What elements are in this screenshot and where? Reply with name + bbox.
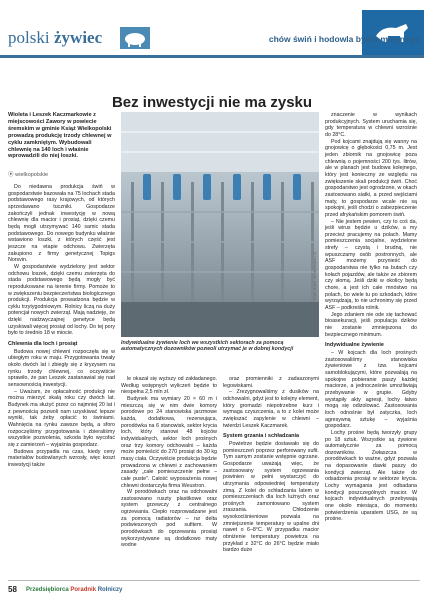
- paragraph: W gospodarstwie wydzielony jest sektor odchowu loszek, dzięki czemu zwierzęta do stada podstawowego będą mogły być reprodukowane na terenie firmy. Pomoże to w zwiększeniu bezpieczeństwa biologicznego produkcji. Produkcja prowadzona będzie w cyklu trzytygodniowym. Rolnicy liczą na duży potencjał nowych zwierząt. Mają nadzieję, że dzięki nadzwyczajnej genetyce będą uzyskiwali więcej prosiąt od lochy. Do tej pory było to średnio 18 w miocie.: [8, 263, 115, 337]
- location-pin-icon: ⦿: [8, 172, 16, 178]
- column-1: [8, 184, 115, 469]
- paragraph: – Zrezygnowaliśmy z dusików na odchowalni, gdyż jest to kolejny element, który gromadzi niepotrzebne kurz i wymaga czyszczenia, a to z kolei może zwiększać zapylenie w chlewni – twierdzi Leszek Kaczmarek.: [223, 389, 319, 429]
- section-heading: System grzania i schładzania: [223, 433, 300, 440]
- footer-magazines: [26, 587, 122, 593]
- paragraph: oraz promienniki z zadaszonymi legowiskami.: [223, 376, 319, 389]
- paragraph: Jego zdaniem nie ode się tachować bioasekuracji, jeśli populacja dzików nie zostanie zmniejszona do bezpiecznego minimum.: [325, 311, 417, 338]
- header-tagline: chów świń i hodowla bydła mięsnego: [268, 34, 420, 44]
- magazine-1: Przedsiębiorca: [26, 587, 69, 593]
- paragraph: Lochy prośne będą tworzyły grupy po 18 sztuk. Wszystkie są żywione automatycznie za pomocą dozowników. Zwłaszcza w porodówkach to ważne, gdyż pozwala na dopasowanie dawki paszy do kondycji zwierząt. Ale także do odsadzenia prosiąt w sektorze krycia. Lochy wymagania jest odbadana kondycji poszczególnych macior. W kojcach indywidualnych przebywają one około miesiąca, do momentu potwierdzenia uparatem USG, że są prośne.: [325, 429, 417, 523]
- header-rule: [0, 55, 424, 58]
- column-3: [223, 376, 319, 554]
- paragraph: – Nie jestem pewien, czy to coś da, jeśli wirus będzie u dzików, a my przecież pracujemy na polach. Mamy pomieszczenia socjalne, wydzielone strefy – czystą i brudną, nie wpuszczamy osób postronnych, ale ASF możemy przynieść do gospodarstwa nie tylko na butach czy kołach pojazdów, ale także ze zbiorem czy słomą. Jeśli dziki w okolicy będą chore, a jest ich całe mnóstwo na polach, bo wiele tu po szkodach, które wyrządzają, to nie uchronimy się przed ASF – podkreśla rolnik.: [325, 218, 417, 312]
- paragraph: Budynek ma wymiary 20 × 60 m i mieszczą się w nim dwie komory porodowe po 24 stanowiska jarzmowe każda, dodatkowa, rezerwująca, porodówka na 6 stanowisk, sektor krycia loch, który stanowi 48 kojców indywidualnych, sektor loch prośnych oraz trzy komory odchowalni – każda może pomieścić do 270 prosiąt do 30 kg masy ciała. Oczywiście produkcja będzie prowadzona w chlewni z zachowaniem zasady „całe pomieszczenie pełne – całe puste”. Całość wyposażenia nowej chlewni dostarczyła firma Weustron.: [121, 395, 217, 489]
- article-lead: Wioleta i Leszek Kaczmarkowie z miejscowości Zawory w powiecie śremskim w gminie Książ Wielkopolski prowadzą produkcję trzody chlewnej w cyklu zamkniętym. Wybudowali chlewnię na 140 loch i właśnie wprowadzili do niej loszki.: [8, 112, 112, 160]
- pig-icon: [120, 27, 150, 49]
- article-title: Bez inwestycji nie ma zysku: [111, 94, 313, 111]
- page-number: 58: [8, 585, 17, 594]
- paragraph: le okazał się wyższy od zakładanego. Według wstępnych wyliczeń będzie to niespełna 2,5 mln zł.: [121, 376, 217, 396]
- photo-credit: Foto: Anna Wróblewska (2): [312, 251, 317, 300]
- location-label: wielkopolskie: [15, 172, 49, 178]
- paragraph: – Uważam, że opłacalność produkcji nie można mierzyć skalą roku czy dwóch lat. Budynek ma służyć przez co najmniej 20 lat i z pewnością pozwoli nam uzyskiwać lepsze wyniki, tak żeby opłacić to świniami. Wahnięcia na rynku zawsze będą, a sforo rozpoczęliśmy przygotowania i zbieraliśmy wszystkie pozwolenia, szkoda było wycofać się z zamierzeń – wyjaśnia gospodarz.: [8, 388, 115, 448]
- paragraph: Budowa przypadła na czas, kiedy ceny materiałów budowlanych wzrosły, więc koszt inwestycji także: [8, 448, 115, 468]
- section-heading: Chlewnia dla loch i prosiąt: [8, 341, 78, 348]
- brand-logo: [8, 28, 208, 50]
- paragraph: znaczenie w wynikach produkcyjnych. System uruchamia się, gdy temperatura w chlewni wzrośnie do 28°C.: [325, 112, 417, 138]
- barn-interior-image: [121, 112, 319, 337]
- location-tag: [8, 170, 113, 178]
- footer-rule: [8, 580, 420, 581]
- paragraph: Pod kojcami znajdują się wanny na gnojowicę o głębokości 0,75 m. Jest jeden zbiornik na gnojowicę poza chlewnią o pojemności 200 tys. litrów, ale w planach jest budowa kolejnego, który jest konieczny ze względu na zwiększenie skali produkcji świń. Choć gospodarstwo jest ogrodzone, w okach zastosowano siatki, a przed wejściami maty, to gospodarze wcale nie są spokojni, jeśli chodzi o zabezpieczenie przed afrykańskim pomorem świń.: [325, 138, 417, 218]
- magazine-2: Poradnik: [70, 587, 97, 593]
- article-photo: [121, 112, 319, 337]
- column-4: [325, 112, 417, 523]
- paragraph: Powietrze będzie dostawało się do pomieszczeń poprzez perforowany sufit. Tym samym zostanie wstępnie ogrzane. Gospodarze uważają więc, że zastosowany system ogrzewania powinien w pełni wystarczyć do utrzymania odpowiedniej temperatury zimą. Z kolei do schładzania latem w pomieszczeniach dla loch luźnych oraz prośnych zamontowano system zraszania. Chłodzenie wysokociśnieniowe pozwala na zmniejszenie temperatury w upalne dni nawet o 6–8°C. W przypadku macior obniżenie temperatury powietrza na przykład z 32°C do 26°C będzie miało bardzo duże: [223, 440, 319, 554]
- paragraph: Do niedawna produkcja świń w gospodarstwie bazowała na 75 lochach stada podstawowego rasy krajowych, od których sprzedawano tuczniki. Gospodarze zakończyli jednak inwestycję w nową chlewnię dla macior i prosiąt, dzięki czemu będą mogli utrzymywać 140 samic stada podstawowego. Do nowego budynku właśnie wstawiono loszki, z których część jest jeszcze na etapie odchowu. Zwierzęta zakupiono z firmy genetycznej Topigs Norsvin.: [8, 184, 115, 264]
- magazine-3: Rolniczy: [97, 587, 123, 593]
- paragraph: – W kojcach dla loch prośnych zastosowaliśmy stanowiska żywieniowe z tzw. kojcami samoblokującymi, które pozwalają na spokojne pobieranie paszy każdej maciorze, a jednocześnie umożliwiają przebywanie w grupie. Gdyby wystąpiły akty agresji, lochy łatwo mogą się odizolować. Zastosowania loch odnośnie był zatyczka, loch agresywną sztukę – wyjaśnia gospodarz.: [325, 349, 417, 430]
- section-heading: Indywidualne żywienie: [325, 342, 384, 349]
- brand-left: polski: [8, 28, 50, 47]
- brand-right: żywiec: [54, 28, 103, 47]
- paragraph: W porodówkach oraz na odchowalni zastosowano ruszty plastikowe oraz system grzewczy z centralnego ogrzewania. Ciepło rozprowadzane jest za pomocą radiatorów – rur delta podwieszonych pod sufitem. W porodówkach do ogrzewania prosiąt wykorzystywane są dodatkowo maty wodne: [121, 489, 217, 549]
- column-2: [121, 376, 217, 549]
- photo-caption: Indywidualne żywienie loch we wszystkich sektorach za pomocą automatycznych dozowników pozwoli utrzymać je w dobrej kondycji: [121, 340, 294, 353]
- paragraph: Budowa nowej chlewni rozpoczęła się w ubiegłym roku w maju. Przygotowania trwały około dwóch lat i zbiegły się z kryzysem na rynku trzody chlewnej, co oczywiście sprawiło, że pan Leszek zastanawiał się nad sensownością inwestycji.: [8, 348, 115, 389]
